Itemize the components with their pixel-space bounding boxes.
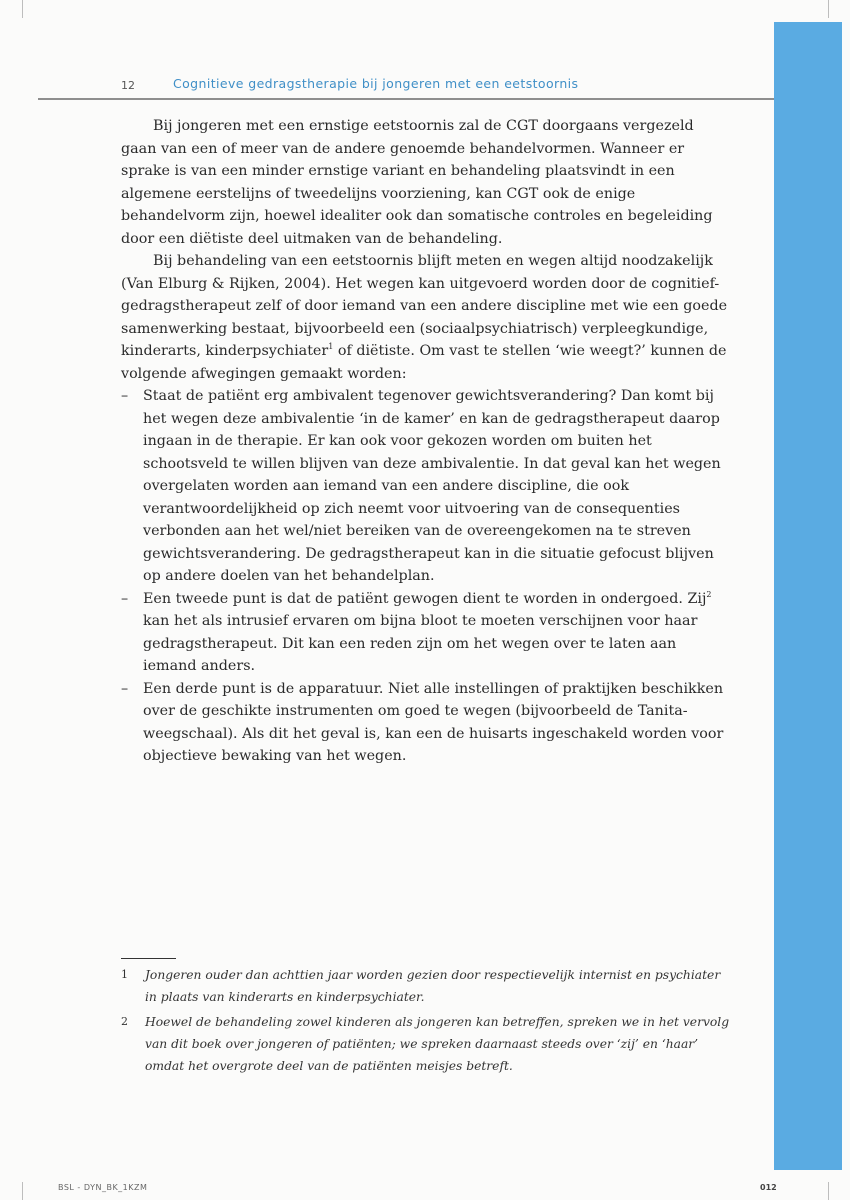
footnote-text: Hoewel de behandeling zowel kinderen als jongeren kan betreffen, spreken we in het vervolg van dit boek over jongeren of patiënten; we spreken daarnaast steeds over ‘zij’ en ‘haar’ omdat het overgrote deel van de patiënten meisjes betreft.	[145, 1015, 730, 1073]
footnote-ref-2: 2	[706, 589, 712, 599]
page-number: 12	[121, 79, 135, 92]
paragraph-2-text-b: of diëtiste. Om vast te stellen ‘wie weegt?’ kunnen de volgende afwegingen gemaakt worden:	[121, 343, 727, 382]
considerations-list	[121, 385, 731, 768]
running-title: Cognitieve gedragstherapie bij jongeren met een eetstoornis	[173, 76, 579, 91]
paragraph-1: Bij jongeren met een ernstige eetstoornis zal de CGT doorgaans vergezeld gaan van een of meer van de andere genoemde behandelvormen. Wanneer er sprake is van een minder ernstige variant en behandeling plaatsvindt in een algemene eerstelijns of tweedelijns voorziening, kan CGT ook de enige behandelvorm zijn, hoewel idealiter ook dan somatische controles en begeleiding door een diëtiste deel uitmaken van de behandeling.	[121, 118, 713, 247]
footnote-number: 1	[121, 968, 128, 981]
print-slug: BSL - DYN_BK_1KZM	[58, 1183, 148, 1192]
footnote-rule	[121, 958, 176, 959]
footnote	[121, 964, 731, 1008]
footnote-ref-1: 1	[328, 342, 334, 352]
item-2-text-a: Een tweede punt is dat de patiënt gewogen dient te worden in ondergoed. Zij	[143, 590, 707, 607]
list-item	[121, 678, 731, 768]
paragraph-2	[121, 250, 731, 385]
crop-mark-bottom-right	[828, 1182, 829, 1200]
footnotes	[121, 964, 731, 1080]
list-dash: –	[121, 590, 129, 607]
list-item	[121, 385, 731, 588]
paragraph-2-text-a: Bij behandeling van een eetstoornis blijft meten en wegen altijd noodzakelijk (Van Elburg & Rijken, 2004). Het wegen kan uitgevoerd worden door de cognitief-gedragstherapeut zelf of door iemand van een andere discipline met wie een goede samenwerking bestaat, bijvoorbeeld een (sociaalpsychiatrisch) verpleegkundige, kinderarts, kinderpsychiater	[121, 253, 728, 359]
header-rule	[38, 98, 774, 100]
body-text	[121, 115, 731, 768]
list-item	[121, 588, 731, 678]
crop-mark-bottom-left	[22, 1182, 23, 1200]
crop-mark-top-right	[828, 0, 829, 18]
footnote-number: 2	[121, 1015, 128, 1028]
crop-mark-top-left	[22, 0, 23, 18]
print-folio: 012	[760, 1183, 777, 1192]
list-dash: –	[121, 388, 129, 404]
footnote	[121, 1011, 731, 1077]
list-dash: –	[121, 680, 129, 697]
list-item-text: Een derde punt is de apparatuur. Niet alle instellingen of praktijken beschikken over de geschikte instrumenten om goed te wegen (bijvoorbeeld de Tanita-weegschaal). Als dit het geval is, kan een de huisarts ingeschakeld worden voor objectieve bewaking van het wegen.	[143, 680, 724, 764]
side-color-bar	[774, 22, 842, 1170]
list-item-text: Staat de patiënt erg ambivalent tegenover gewichtsverandering? Dan komt bij het wegen deze ambivalentie ‘in de kamer’ en kan de gedragstherapeut daarop ingaan in de therapie. Er kan ook voor gekozen worden om buiten het schootsveld te willen blijven van deze ambivalentie. In dat geval kan het wegen overgelaten worden aan iemand van een andere discipline, die ook verantwoordelijkheid op zich neemt voor uitvoering van de consequenties verbonden aan het wel/niet bereiken van de overeengekomen na te streven gewichtsverandering. De gedragstherapeut kan in die situatie gefocust blijven op andere doelen van het behandelplan.	[143, 388, 721, 584]
footnote-text: Jongeren ouder dan achttien jaar worden gezien door respectievelijk internist en psychiater in plaats van kinderarts en kinderpsychiater.	[145, 968, 721, 1004]
item-2-text-b: kan het als intrusief ervaren om bijna bloot te moeten verschijnen voor haar gedragstherapeut. Dit kan een reden zijn om het wegen over te laten aan iemand anders.	[143, 613, 698, 674]
list-item-text	[143, 591, 711, 675]
